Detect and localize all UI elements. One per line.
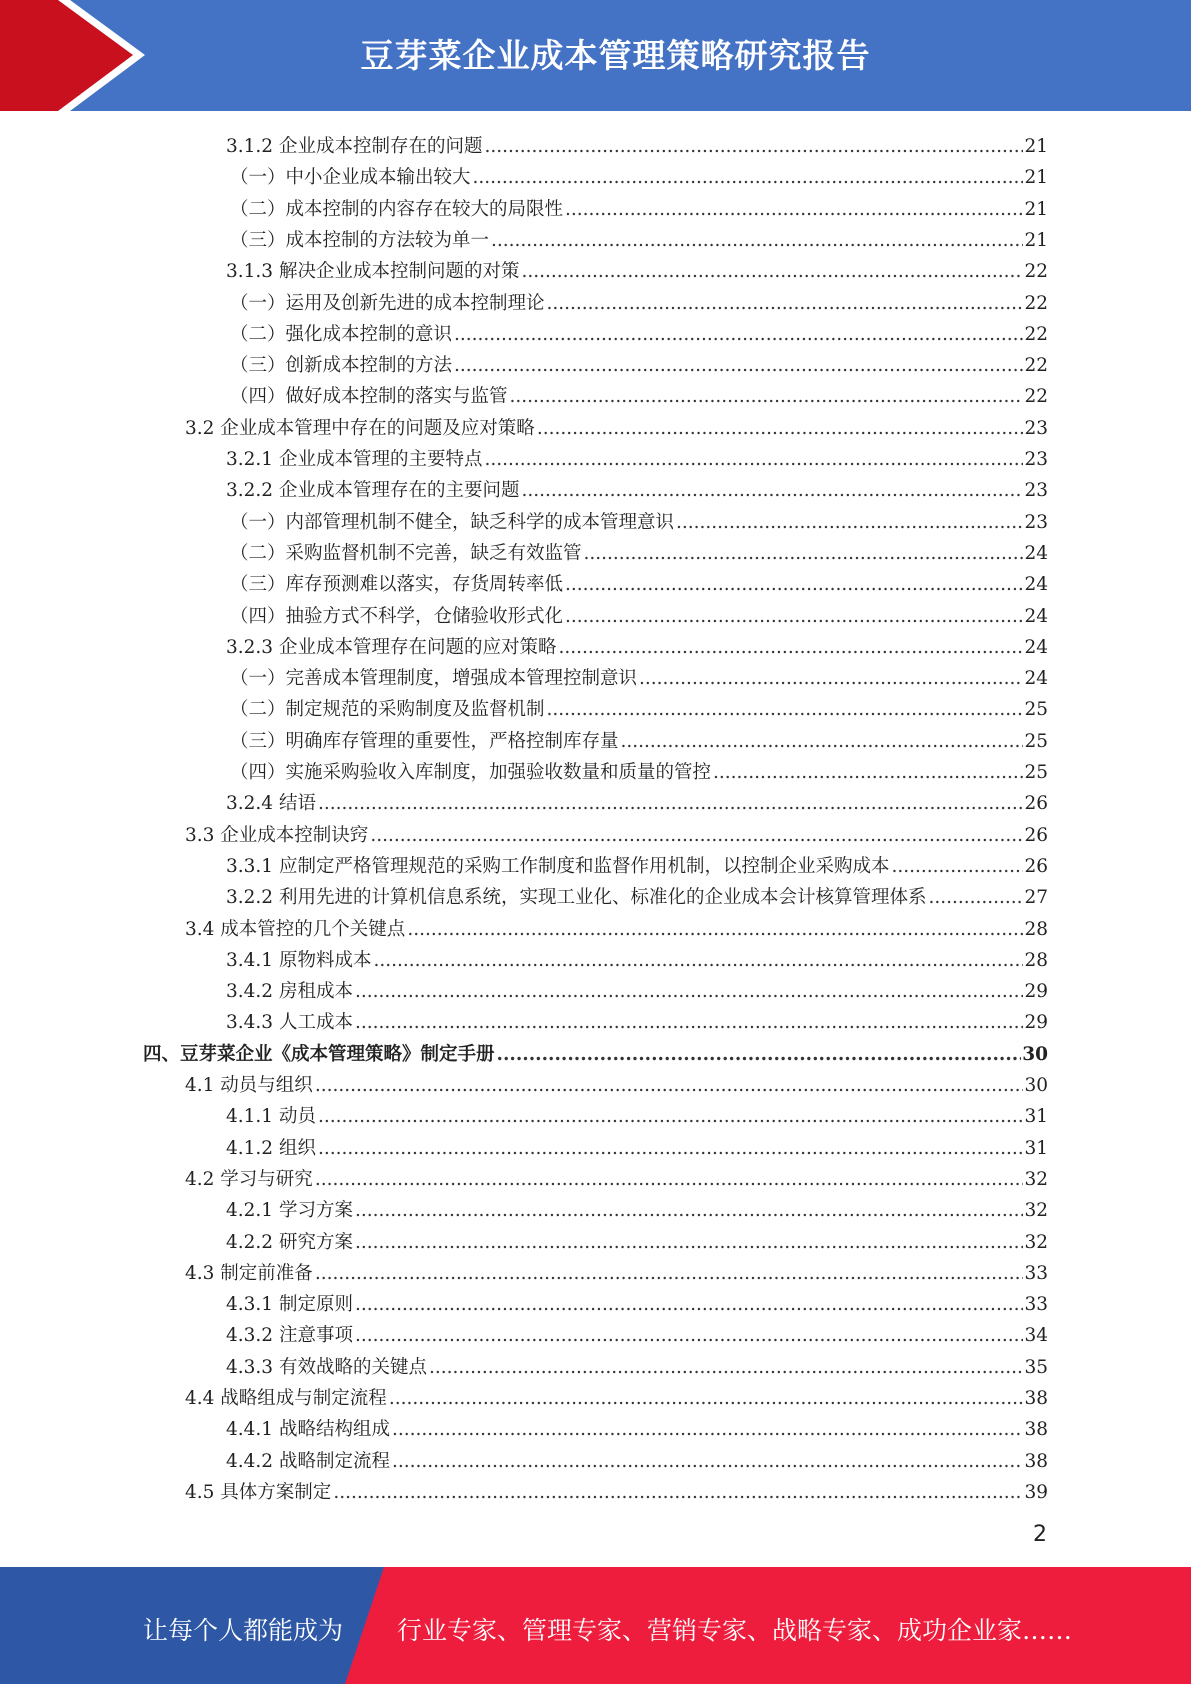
toc-dot-leader xyxy=(565,573,1023,597)
toc-dot-leader xyxy=(429,1356,1023,1380)
toc-dot-leader xyxy=(547,292,1024,316)
header-title: 豆芽菜企业成本管理策略研究报告 xyxy=(360,36,871,75)
toc-dot-leader xyxy=(355,1231,1024,1255)
toc-dot-leader xyxy=(315,1074,1024,1098)
toc-entry-title: 4.3.3 有效战略的关键点 xyxy=(226,1356,427,1378)
toc-entry-title: （二）强化成本控制的意识 xyxy=(230,323,453,345)
page-header xyxy=(0,0,1191,111)
toc-dot-leader xyxy=(318,792,1024,816)
toc-entry[interactable] xyxy=(230,378,1048,409)
toc-entry[interactable] xyxy=(230,535,1048,566)
toc-dot-leader xyxy=(547,698,1024,722)
toc-entry-page: 22 xyxy=(1024,261,1048,283)
toc-dot-leader xyxy=(355,1199,1024,1223)
toc-entry[interactable] xyxy=(230,754,1048,785)
toc-dot-leader xyxy=(333,1481,1023,1505)
toc-entry-title: （一）运用及创新先进的成本控制理论 xyxy=(230,292,545,314)
toc-dot-leader xyxy=(891,855,1023,879)
toc-entry-page: 26 xyxy=(1024,824,1048,846)
toc-dot-leader xyxy=(521,260,1023,284)
toc-dot-leader xyxy=(510,385,1024,409)
toc-entry-title: （一）完善成本管理制度，增强成本管理控制意识 xyxy=(230,668,638,690)
toc-entry-page: 33 xyxy=(1024,1262,1048,1284)
toc-dot-leader xyxy=(713,761,1023,785)
toc-entry-page: 22 xyxy=(1024,323,1048,345)
toc-entry[interactable] xyxy=(226,441,1048,472)
toc-entry-title: 3.2.4 结语 xyxy=(226,793,316,815)
toc-dot-leader xyxy=(639,667,1023,691)
toc-entry[interactable] xyxy=(185,911,1048,942)
toc-dot-leader xyxy=(392,1418,1023,1442)
toc-dot-leader xyxy=(621,730,1024,754)
toc-entry-page: 38 xyxy=(1024,1450,1048,1472)
toc-entry[interactable] xyxy=(226,629,1048,660)
toc-dot-leader xyxy=(389,1387,1024,1411)
toc-dot-leader xyxy=(407,918,1023,942)
toc-entry-title: 3.4.1 原物料成本 xyxy=(226,949,372,971)
toc-entry[interactable] xyxy=(226,472,1048,503)
toc-entry[interactable] xyxy=(185,1380,1048,1411)
footer-slogan-left: 让每个人都能成为 xyxy=(143,1616,344,1645)
toc-entry-title: 4.4 战略组成与制定流程 xyxy=(185,1388,387,1409)
toc-dot-leader xyxy=(355,1011,1024,1035)
toc-entry-title: （三）明确库存管理的重要性，严格控制库存量 xyxy=(230,730,619,752)
toc-entry-title: （三）创新成本控制的方法 xyxy=(230,355,453,377)
toc-dot-leader xyxy=(484,448,1023,472)
toc-entry-title: 4.2.2 研究方案 xyxy=(226,1231,353,1253)
toc-entry-page: 22 xyxy=(1024,386,1048,408)
toc-entry-title: 4.2.1 学习方案 xyxy=(226,1200,353,1222)
toc-entry-page: 38 xyxy=(1024,1388,1048,1409)
toc-entry-title: 4.5 具体方案制定 xyxy=(185,1481,332,1503)
toc-dot-leader xyxy=(370,824,1023,848)
toc-dot-leader xyxy=(676,511,1023,535)
toc-entry-page: 24 xyxy=(1024,574,1048,596)
toc-entry-title: （二）成本控制的内容存在较大的局限性 xyxy=(230,198,564,220)
toc-entry-title: 3.2.3 企业成本管理存在问题的应对策略 xyxy=(226,636,557,658)
toc-entry-title: 四、豆芽菜企业《成本管理策略》制定手册 xyxy=(143,1043,495,1065)
toc-entry-page: 23 xyxy=(1024,449,1048,470)
toc-entry[interactable] xyxy=(226,1192,1048,1223)
toc-entry-title: 4.2 学习与研究 xyxy=(185,1168,313,1190)
toc-entry-page: 32 xyxy=(1024,1168,1048,1190)
toc-entry-page: 35 xyxy=(1024,1356,1048,1378)
toc-entry[interactable] xyxy=(230,222,1048,253)
footer-slogan-right: 行业专家、管理专家、营销专家、战略专家、成功企业家…… xyxy=(397,1616,1073,1645)
toc-dot-leader xyxy=(928,886,1023,910)
toc-entry[interactable] xyxy=(226,942,1048,973)
toc-entry[interactable] xyxy=(185,817,1048,848)
toc-entry[interactable] xyxy=(226,973,1048,1004)
toc-entry-title: （四）实施采购验收入库制度，加强验收数量和质量的管控 xyxy=(230,762,712,783)
toc-entry-title: （四）抽验方式不科学，仓储验收形式化 xyxy=(230,605,564,627)
toc-entry[interactable] xyxy=(185,1255,1048,1286)
toc-entry[interactable] xyxy=(226,1317,1048,1348)
toc-dot-leader xyxy=(318,1105,1024,1129)
toc-dot-leader xyxy=(537,417,1024,441)
toc-entry[interactable] xyxy=(226,1004,1048,1035)
toc-entry-title: （四）做好成本控制的落实与监管 xyxy=(230,386,508,408)
toc-entry-page: 31 xyxy=(1024,1106,1048,1128)
toc-entry-title: 4.3.2 注意事项 xyxy=(226,1325,353,1347)
toc-entry-page: 21 xyxy=(1024,229,1048,251)
toc-entry-title: 4.3 制定前准备 xyxy=(185,1262,313,1284)
toc-entry-page: 33 xyxy=(1024,1294,1048,1316)
toc-entry-title: （二）采购监督机制不完善，缺乏有效监管 xyxy=(230,542,582,564)
toc-entry-title: （一）中小企业成本输出较大 xyxy=(230,167,471,189)
toc-entry-page: 24 xyxy=(1024,542,1048,564)
toc-entry[interactable] xyxy=(226,1349,1048,1380)
toc-entry-page: 30 xyxy=(1024,1075,1048,1096)
toc-entry[interactable] xyxy=(226,1411,1048,1442)
toc-entry-page: 30 xyxy=(1022,1043,1048,1065)
toc-dot-leader xyxy=(315,1262,1024,1286)
toc-dot-leader xyxy=(373,949,1023,973)
toc-entry-title: 3.4.3 人工成本 xyxy=(226,1012,353,1034)
toc-entry[interactable] xyxy=(230,191,1048,222)
toc-entry-page: 23 xyxy=(1024,480,1048,502)
toc-entry-title: 3.4 成本管控的几个关键点 xyxy=(185,918,406,940)
toc-entry-page: 31 xyxy=(1024,1137,1048,1159)
toc-entry-title: 3.2 企业成本管理中存在的问题及应对策略 xyxy=(185,417,535,439)
toc-entry[interactable] xyxy=(226,128,1048,159)
toc-entry-title: 3.2.2 企业成本管理存在的主要问题 xyxy=(226,480,520,502)
toc-entry[interactable] xyxy=(226,1224,1048,1255)
toc-entry[interactable] xyxy=(230,159,1048,190)
toc-entry[interactable] xyxy=(226,1098,1048,1129)
toc-dot-leader xyxy=(484,135,1023,159)
toc-entry-title: 3.4.2 房租成本 xyxy=(226,981,353,1003)
toc-entry[interactable] xyxy=(226,1286,1048,1317)
toc-entry[interactable] xyxy=(143,1036,1048,1067)
toc-dot-leader xyxy=(355,1324,1024,1348)
toc-entry[interactable] xyxy=(230,504,1048,535)
toc-dot-leader xyxy=(454,354,1023,378)
toc-entry-page: 24 xyxy=(1024,636,1048,658)
toc-dot-leader xyxy=(355,1293,1024,1317)
toc-entry-page: 21 xyxy=(1024,136,1048,157)
toc-dot-leader xyxy=(473,166,1024,190)
toc-entry-page: 22 xyxy=(1024,292,1048,314)
toc-entry-page: 26 xyxy=(1024,793,1048,815)
toc-entry-page: 25 xyxy=(1024,762,1048,783)
toc-entry-page: 25 xyxy=(1024,730,1048,752)
toc-dot-leader xyxy=(565,198,1023,222)
toc-entry[interactable] xyxy=(230,316,1048,347)
toc-entry-page: 22 xyxy=(1024,355,1048,377)
toc-dot-leader xyxy=(355,980,1024,1004)
page-number: 2 xyxy=(1033,1522,1047,1547)
toc-dot-leader xyxy=(558,636,1023,660)
toc-entry-title: （三）成本控制的方法较为单一 xyxy=(230,229,490,251)
toc-entry[interactable] xyxy=(230,285,1048,316)
toc-entry-title: 4.3.1 制定原则 xyxy=(226,1294,353,1316)
toc-dot-leader xyxy=(392,1450,1023,1474)
toc-entry-page: 21 xyxy=(1024,167,1048,189)
toc-entry-page: 39 xyxy=(1024,1481,1048,1503)
toc-entry[interactable] xyxy=(226,253,1048,284)
toc-entry-page: 29 xyxy=(1024,1012,1048,1034)
toc-entry[interactable] xyxy=(226,1443,1048,1474)
toc-entry[interactable] xyxy=(185,410,1048,441)
toc-dot-leader xyxy=(584,542,1024,566)
toc-entry[interactable] xyxy=(230,691,1048,722)
toc-entry-title: 4.1.2 组织 xyxy=(226,1137,316,1159)
toc-entry-page: 32 xyxy=(1024,1231,1048,1253)
toc-entry-title: 4.1 动员与组织 xyxy=(185,1075,313,1096)
toc-entry[interactable] xyxy=(230,347,1048,378)
toc-entry[interactable] xyxy=(185,1161,1048,1192)
toc-entry-page: 25 xyxy=(1024,699,1048,721)
toc-entry-title: 3.2.2 利用先进的计算机信息系统，实现工业化、标准化的企业成本会计核算管理体系 xyxy=(226,887,927,909)
toc-dot-leader xyxy=(318,1137,1024,1161)
toc-dot-leader xyxy=(521,479,1023,503)
toc-entry-title: 3.1.3 解决企业成本控制问题的对策 xyxy=(226,261,520,283)
toc-entry-title: （一）内部管理机制不健全，缺乏科学的成本管理意识 xyxy=(230,511,675,533)
toc-entry-page: 38 xyxy=(1024,1419,1048,1441)
toc-entry-title: （三）库存预测难以落实，存货周转率低 xyxy=(230,574,564,596)
toc-dot-leader xyxy=(454,323,1023,347)
toc-entry-page: 32 xyxy=(1024,1200,1048,1222)
toc-entry[interactable] xyxy=(226,785,1048,816)
toc-entry-page: 23 xyxy=(1024,417,1048,439)
toc-entry-title: 4.4.1 战略结构组成 xyxy=(226,1419,390,1441)
toc-entry-page: 29 xyxy=(1024,981,1048,1003)
toc-entry-page: 27 xyxy=(1024,887,1048,909)
toc-entry-title: 4.1.1 动员 xyxy=(226,1106,316,1128)
toc-entry[interactable] xyxy=(226,1130,1048,1161)
toc-entry-page: 24 xyxy=(1024,668,1048,690)
toc-dot-leader xyxy=(565,605,1023,629)
toc-entry-page: 23 xyxy=(1024,511,1048,533)
toc-entry[interactable] xyxy=(230,723,1048,754)
toc-entry-title: 3.1.2 企业成本控制存在的问题 xyxy=(226,136,483,157)
toc-entry[interactable] xyxy=(230,566,1048,597)
toc-entry[interactable] xyxy=(230,598,1048,629)
toc-entry-page: 34 xyxy=(1024,1325,1048,1347)
toc-entry[interactable] xyxy=(230,660,1048,691)
toc-dot-leader xyxy=(315,1168,1024,1192)
toc-entry-title: 3.3 企业成本控制诀窍 xyxy=(185,824,369,846)
toc-dot-leader xyxy=(497,1043,1022,1067)
toc-entry[interactable] xyxy=(185,1067,1048,1098)
toc-entry-title: 4.4.2 战略制定流程 xyxy=(226,1450,390,1472)
toc-entry-title: （二）制定规范的采购制度及监督机制 xyxy=(230,699,545,721)
page-footer xyxy=(0,1567,1191,1684)
toc-entry[interactable] xyxy=(226,848,1048,879)
toc-entry-page: 28 xyxy=(1024,949,1048,971)
toc-entry-page: 24 xyxy=(1024,605,1048,627)
toc-entry-title: 3.3.1 应制定严格管理规范的采购工作制度和监督作用机制，以控制企业采购成本 xyxy=(226,855,890,877)
toc-entry-title: 3.2.1 企业成本管理的主要特点 xyxy=(226,449,483,470)
toc-entry-page: 28 xyxy=(1024,918,1048,940)
toc-entry[interactable] xyxy=(185,1474,1048,1505)
toc-entry-page: 26 xyxy=(1024,855,1048,877)
toc-entry-page: 21 xyxy=(1024,198,1048,220)
toc-entry[interactable] xyxy=(226,879,1048,910)
toc-dot-leader xyxy=(491,229,1023,253)
